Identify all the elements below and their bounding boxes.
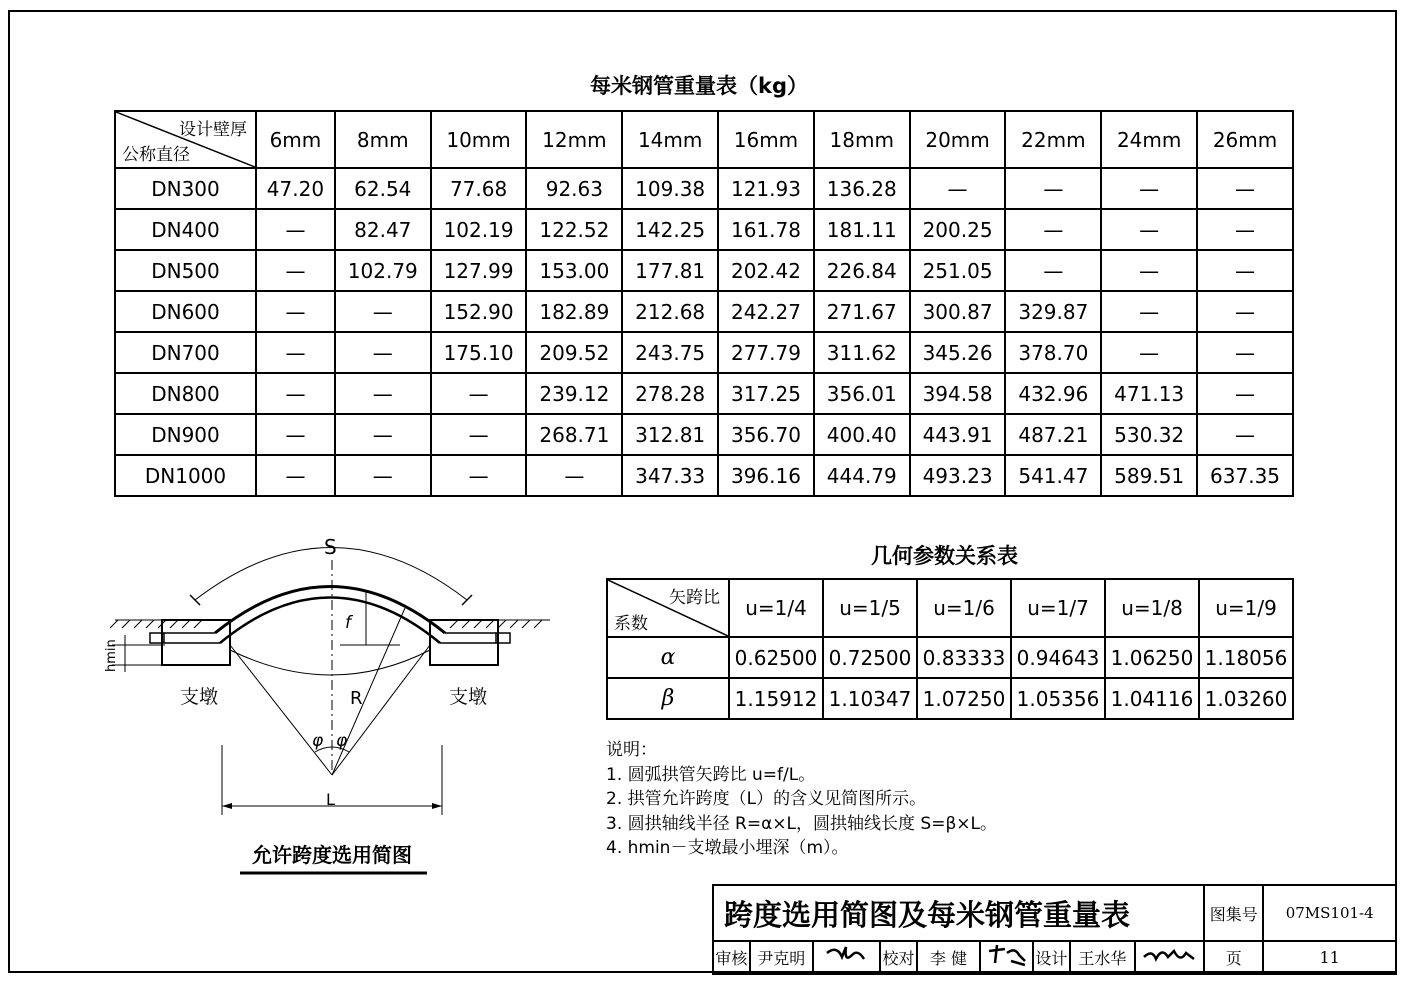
table-cell: — xyxy=(335,332,431,373)
table-cell: — xyxy=(335,414,431,455)
row-label: DN900 xyxy=(115,414,256,455)
column-header: 6mm xyxy=(256,111,335,168)
table-cell: — xyxy=(256,291,335,332)
table-cell: 82.47 xyxy=(335,209,431,250)
table-cell: 589.51 xyxy=(1101,455,1197,496)
table-cell: 122.52 xyxy=(526,209,622,250)
column-header: 10mm xyxy=(431,111,527,168)
reviewer-signature xyxy=(813,941,880,974)
table-cell: 444.79 xyxy=(814,455,910,496)
table-cell: 136.28 xyxy=(814,168,910,209)
review-label: 审核 xyxy=(713,941,750,974)
atlas-number: 07MS101-4 xyxy=(1263,885,1396,941)
row-label: DN700 xyxy=(115,332,256,373)
table-cell: 394.58 xyxy=(910,373,1006,414)
row-label: α xyxy=(607,637,729,678)
table-cell: — xyxy=(1197,332,1293,373)
table-cell: 200.25 xyxy=(910,209,1006,250)
table-cell: 0.72500 xyxy=(823,637,917,678)
table-cell: 268.71 xyxy=(526,414,622,455)
signature-mark xyxy=(822,943,872,969)
row-label: DN1000 xyxy=(115,455,256,496)
table-cell: 277.79 xyxy=(718,332,814,373)
table-cell: 62.54 xyxy=(335,168,431,209)
page-number: 11 xyxy=(1263,941,1396,974)
row-label: DN500 xyxy=(115,250,256,291)
table-cell: 0.94643 xyxy=(1011,637,1105,678)
table-cell: 181.11 xyxy=(814,209,910,250)
table-cell: 182.89 xyxy=(526,291,622,332)
table-cell: — xyxy=(335,291,431,332)
table-cell: — xyxy=(256,250,335,291)
table-cell: — xyxy=(431,414,527,455)
label-hmin: hmin xyxy=(104,639,119,672)
geometry-table-title: 几何参数关系表 xyxy=(871,544,1018,568)
table-cell: 127.99 xyxy=(431,250,527,291)
table-cell: — xyxy=(431,373,527,414)
designer-name: 王水华 xyxy=(1070,941,1135,974)
table-cell: 356.70 xyxy=(718,414,814,455)
support-right-label: 支墩 xyxy=(449,686,488,708)
checker-name: 李 健 xyxy=(917,941,980,974)
table-cell: 345.26 xyxy=(910,332,1006,373)
table-cell: — xyxy=(1197,291,1293,332)
table-row xyxy=(115,168,1293,209)
label-f: f xyxy=(345,613,351,633)
support-left-label: 支墩 xyxy=(180,686,219,708)
corner-header xyxy=(115,111,256,168)
row-label: DN600 xyxy=(115,291,256,332)
atlas-label: 图集号 xyxy=(1204,885,1263,941)
table-cell: — xyxy=(1197,414,1293,455)
label-S: S xyxy=(324,535,337,559)
table-cell: — xyxy=(256,373,335,414)
checker-signature xyxy=(980,941,1033,974)
table-cell: — xyxy=(526,455,622,496)
corner-top-label: 设计壁厚 xyxy=(179,120,247,140)
column-header: 16mm xyxy=(718,111,814,168)
table-cell: 1.07250 xyxy=(917,678,1011,719)
table-cell: 1.10347 xyxy=(823,678,917,719)
designer-signature xyxy=(1135,941,1204,974)
table-cell: — xyxy=(431,455,527,496)
table-cell: 77.68 xyxy=(431,168,527,209)
table-cell: 0.83333 xyxy=(917,637,1011,678)
column-header: 18mm xyxy=(814,111,910,168)
weight-table xyxy=(114,110,1294,497)
table-cell: — xyxy=(1197,373,1293,414)
table-cell: 92.63 xyxy=(526,168,622,209)
table-cell: 317.25 xyxy=(718,373,814,414)
signature-mark xyxy=(985,943,1029,969)
check-label: 校对 xyxy=(880,941,917,974)
table-cell: 47.20 xyxy=(256,168,335,209)
table-cell: 329.87 xyxy=(1005,291,1101,332)
label-phi-left: φ xyxy=(312,731,324,751)
table-cell: 202.42 xyxy=(718,250,814,291)
table-cell: 121.93 xyxy=(718,168,814,209)
table-cell: 312.81 xyxy=(622,414,718,455)
table-cell: — xyxy=(1197,209,1293,250)
table-cell: — xyxy=(256,414,335,455)
table-cell: — xyxy=(1197,168,1293,209)
diagram-caption: 允许跨度选用简图 xyxy=(252,843,412,867)
row-label: DN300 xyxy=(115,168,256,209)
row-label: DN800 xyxy=(115,373,256,414)
note-item: 2. 拱管允许跨度（L）的含义见简图所示。 xyxy=(606,789,927,809)
page-label: 页 xyxy=(1204,941,1263,974)
table-cell: 239.12 xyxy=(526,373,622,414)
weight-table-title: 每米钢管重量表（kg） xyxy=(590,74,808,98)
label-L: L xyxy=(326,790,335,809)
notes-heading: 说明： xyxy=(606,740,657,760)
note-item: 4. hmin－支墩最小埋深（m）。 xyxy=(606,838,849,858)
table-row xyxy=(115,332,1293,373)
column-header: 24mm xyxy=(1101,111,1197,168)
signature-mark xyxy=(1140,943,1200,969)
table-cell: — xyxy=(256,455,335,496)
table-cell: 242.27 xyxy=(718,291,814,332)
table-cell: — xyxy=(1101,209,1197,250)
table-cell: 311.62 xyxy=(814,332,910,373)
table-cell: — xyxy=(1005,168,1101,209)
table-row xyxy=(607,678,1293,719)
table-cell: — xyxy=(1101,332,1197,373)
table-cell: — xyxy=(910,168,1006,209)
span-diagram xyxy=(0,520,560,890)
column-header: 20mm xyxy=(910,111,1006,168)
table-cell: 251.05 xyxy=(910,250,1006,291)
table-cell: 142.25 xyxy=(622,209,718,250)
table-cell: 396.16 xyxy=(718,455,814,496)
column-header: 14mm xyxy=(622,111,718,168)
table-cell: 471.13 xyxy=(1101,373,1197,414)
corner-bottom-label: 公称直径 xyxy=(122,145,190,165)
table-cell: 226.84 xyxy=(814,250,910,291)
table-cell: — xyxy=(1197,250,1293,291)
design-label: 设计 xyxy=(1033,941,1070,974)
corner-header xyxy=(607,579,729,637)
table-cell: 161.78 xyxy=(718,209,814,250)
table-cell: 541.47 xyxy=(1005,455,1101,496)
table-row xyxy=(115,209,1293,250)
column-header: u=1/9 xyxy=(1199,579,1293,637)
column-header: 12mm xyxy=(526,111,622,168)
column-header: 8mm xyxy=(335,111,431,168)
column-header: 26mm xyxy=(1197,111,1293,168)
table-cell: 487.21 xyxy=(1005,414,1101,455)
table-cell: 153.00 xyxy=(526,250,622,291)
table-cell: 400.40 xyxy=(814,414,910,455)
row-label: β xyxy=(607,678,729,719)
table-cell: 637.35 xyxy=(1197,455,1293,496)
column-header: u=1/8 xyxy=(1105,579,1199,637)
table-cell: 432.96 xyxy=(1005,373,1101,414)
table-row xyxy=(115,250,1293,291)
drawing-title: 跨度选用简图及每米钢管重量表 xyxy=(713,885,1204,941)
column-header: u=1/4 xyxy=(729,579,823,637)
table-cell: 300.87 xyxy=(910,291,1006,332)
geometry-table xyxy=(606,578,1294,720)
table-row xyxy=(115,373,1293,414)
table-cell: 356.01 xyxy=(814,373,910,414)
table-cell: 1.06250 xyxy=(1105,637,1199,678)
title-block xyxy=(712,884,1397,973)
table-row xyxy=(607,637,1293,678)
table-cell: 378.70 xyxy=(1005,332,1101,373)
table-cell: 1.03260 xyxy=(1199,678,1293,719)
column-header: 22mm xyxy=(1005,111,1101,168)
table-cell: 243.75 xyxy=(622,332,718,373)
corner-top-label: 矢跨比 xyxy=(669,588,720,608)
reviewer-name: 尹克明 xyxy=(750,941,813,974)
label-phi-right: φ xyxy=(336,731,348,751)
table-row xyxy=(115,414,1293,455)
table-row xyxy=(115,291,1293,332)
table-cell: 102.19 xyxy=(431,209,527,250)
table-cell: 1.15912 xyxy=(729,678,823,719)
table-cell: 1.18056 xyxy=(1199,637,1293,678)
note-item: 1. 圆弧拱管矢跨比 u=f/L。 xyxy=(606,764,816,785)
table-cell: 152.90 xyxy=(431,291,527,332)
column-header: u=1/6 xyxy=(917,579,1011,637)
table-cell: 271.67 xyxy=(814,291,910,332)
table-cell: — xyxy=(256,332,335,373)
table-cell: — xyxy=(1101,291,1197,332)
table-cell: — xyxy=(1101,168,1197,209)
corner-bottom-label: 系数 xyxy=(614,614,648,634)
table-cell: 493.23 xyxy=(910,455,1006,496)
table-cell: — xyxy=(1101,250,1197,291)
table-row xyxy=(115,455,1293,496)
table-cell: 109.38 xyxy=(622,168,718,209)
table-cell: 278.28 xyxy=(622,373,718,414)
note-item: 3. 圆拱轴线半径 R=α×L，圆拱轴线长度 S=β×L。 xyxy=(606,813,998,834)
column-header: u=1/7 xyxy=(1011,579,1105,637)
row-label: DN400 xyxy=(115,209,256,250)
table-cell: 0.62500 xyxy=(729,637,823,678)
table-cell: — xyxy=(335,373,431,414)
notes xyxy=(606,738,997,861)
table-cell: 212.68 xyxy=(622,291,718,332)
table-cell: — xyxy=(335,455,431,496)
table-cell: 177.81 xyxy=(622,250,718,291)
label-R: R xyxy=(350,688,363,709)
table-cell: — xyxy=(1005,250,1101,291)
table-cell: — xyxy=(256,209,335,250)
column-header: u=1/5 xyxy=(823,579,917,637)
table-cell: 102.79 xyxy=(335,250,431,291)
table-cell: 1.04116 xyxy=(1105,678,1199,719)
table-cell: 443.91 xyxy=(910,414,1006,455)
table-cell: 1.05356 xyxy=(1011,678,1105,719)
table-cell: 175.10 xyxy=(431,332,527,373)
table-cell: 347.33 xyxy=(622,455,718,496)
table-cell: 530.32 xyxy=(1101,414,1197,455)
table-cell: — xyxy=(1005,209,1101,250)
table-cell: 209.52 xyxy=(526,332,622,373)
